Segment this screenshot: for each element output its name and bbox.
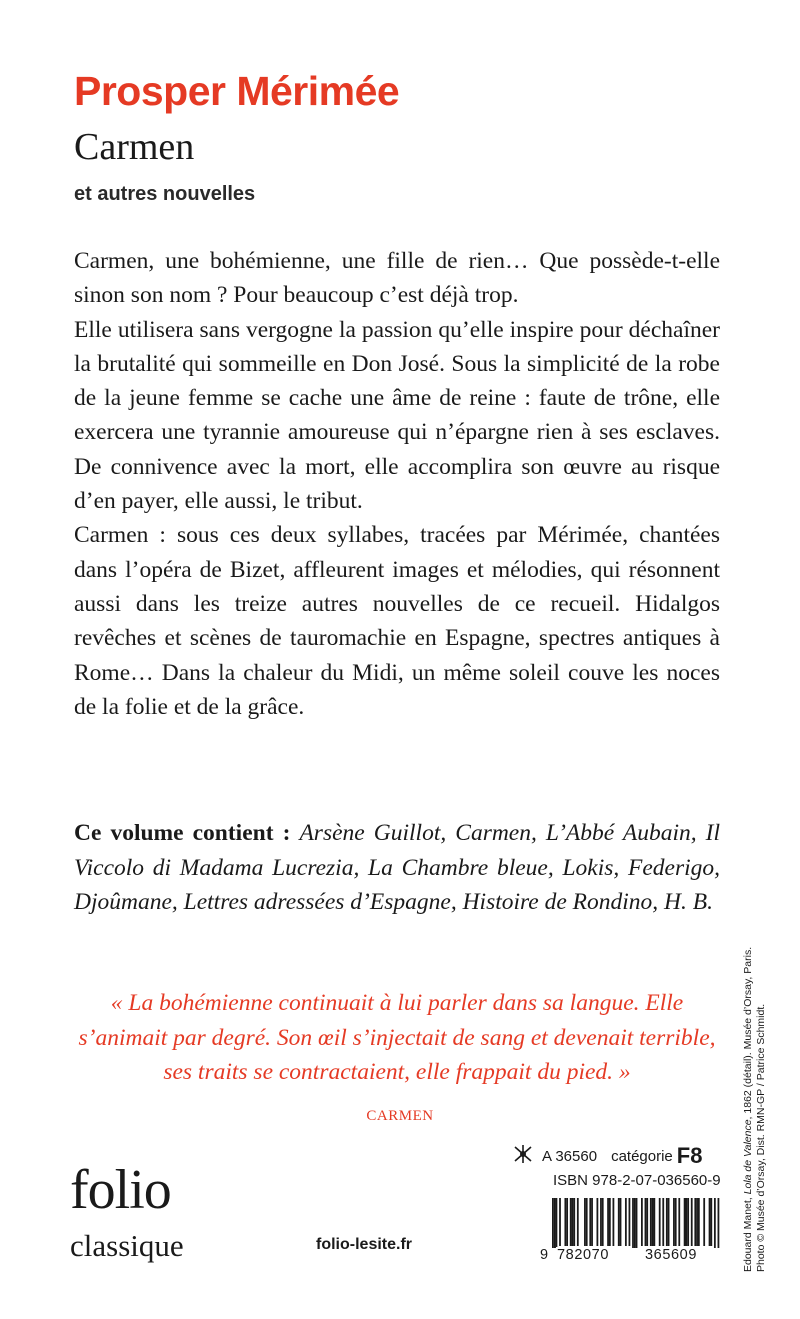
author-name: Prosper Mérimée bbox=[74, 68, 400, 114]
barcode-bar bbox=[646, 1198, 648, 1246]
barcode-bar bbox=[600, 1198, 602, 1246]
book-title: Carmen bbox=[74, 126, 195, 168]
barcode-bar bbox=[709, 1198, 711, 1246]
barcode-bar bbox=[668, 1198, 670, 1246]
book-subtitle: et autres nouvelles bbox=[74, 183, 256, 205]
quote-text: « La bohémienne continuait à lui parler dans sa langue. Elle s’animait par degré. Son œil s’injectait de sang et devenait terrible, ses traits se contractaient, elle frappait du pied. » bbox=[78, 990, 716, 1085]
barcode-bar bbox=[573, 1198, 575, 1246]
barcode-bar bbox=[698, 1198, 700, 1246]
barcode-bar bbox=[556, 1198, 558, 1248]
contents-label: Ce volume contient : bbox=[74, 820, 291, 846]
barcode-bar bbox=[586, 1198, 588, 1246]
barcode-bar bbox=[694, 1198, 696, 1246]
isbn: ISBN 978-2-07-036560-9 bbox=[553, 1172, 721, 1189]
barcode-bar bbox=[675, 1198, 677, 1246]
barcode-bar bbox=[710, 1198, 712, 1246]
barcode-bar bbox=[577, 1198, 579, 1246]
barcode-bar bbox=[653, 1198, 655, 1246]
barcode-bar bbox=[625, 1198, 627, 1246]
barcode-bar bbox=[629, 1198, 631, 1246]
barcode-bar bbox=[570, 1198, 572, 1246]
barcode-bar bbox=[673, 1198, 675, 1246]
folio-star-logo-icon bbox=[512, 1143, 534, 1170]
barcode-bar bbox=[632, 1198, 634, 1248]
barcode-bar bbox=[634, 1198, 636, 1248]
barcode-bar bbox=[686, 1198, 688, 1246]
category-label: catégorie bbox=[611, 1147, 673, 1165]
barcode-bar bbox=[703, 1198, 705, 1246]
barcode-bar bbox=[691, 1198, 693, 1246]
barcode-bar bbox=[687, 1198, 689, 1246]
barcode-bar bbox=[645, 1198, 647, 1246]
barcode-bar bbox=[607, 1198, 609, 1246]
website-link[interactable]: folio-lesite.fr bbox=[316, 1236, 413, 1253]
barcode bbox=[538, 1198, 722, 1276]
barcode-bar bbox=[652, 1198, 654, 1246]
barcode-bar bbox=[620, 1198, 622, 1246]
barcode-digit-group: 782070 bbox=[557, 1247, 609, 1263]
barcode-bar bbox=[678, 1198, 680, 1246]
barcode-digit-prefix: 9 bbox=[540, 1247, 549, 1263]
photo-credit bbox=[742, 947, 768, 1272]
barcode-bar bbox=[559, 1198, 561, 1246]
barcode-bar bbox=[613, 1198, 615, 1246]
barcode-bar bbox=[718, 1198, 720, 1248]
barcode-bar bbox=[591, 1198, 593, 1246]
blurb-paragraph: Elle utilisera sans vergogne la passion qu’elle inspire pour déchaîner la brutalité qui sommeille en Don José. Sous la simplicité de la robe de la jeune femme se cache une âme de reine : faute de trône, elle exercera une tyrannie amoureuse qui n’épargne rien à ses esclaves. De connivence avec la mort, elle accomplira son œuvre au risque d’en payer, elle aussi, le tribut. bbox=[74, 316, 720, 515]
catalogue-reference: A 36560 bbox=[542, 1147, 598, 1165]
credit-line: Edouard Manet, Lola de Valence, 1862 (détail). Musée d’Orsay, Paris. bbox=[742, 946, 754, 1272]
barcode-bar bbox=[641, 1198, 643, 1246]
barcode-bars bbox=[538, 1198, 722, 1248]
barcode-bar bbox=[597, 1198, 599, 1246]
barcode-bar bbox=[584, 1198, 586, 1246]
barcode-bar bbox=[684, 1198, 686, 1246]
blurb bbox=[74, 244, 720, 724]
barcode-bar bbox=[666, 1198, 668, 1246]
barcode-bar bbox=[589, 1198, 591, 1246]
quote-source: CARMEN bbox=[366, 1108, 434, 1124]
brand-logo: folio bbox=[70, 1159, 171, 1221]
contents-works: Arsène Guillot, Carmen, L’Abbé Aubain, Il Viccolo di Madama Lucrezia, La Chambre bleue, Lokis, Federigo, Djoûmane, Lettres adressées d’Espagne, Histoire de Rondino, H. B. bbox=[74, 820, 720, 915]
barcode-digit-group: 365609 bbox=[645, 1247, 697, 1263]
barcode-bar bbox=[609, 1198, 611, 1246]
barcode-bar bbox=[554, 1198, 556, 1248]
barcode-bar bbox=[618, 1198, 620, 1246]
catalogue-row bbox=[512, 1143, 702, 1169]
category-code: F8 bbox=[676, 1143, 703, 1168]
barcode-bar bbox=[659, 1198, 661, 1246]
barcode-bar bbox=[602, 1198, 604, 1246]
barcode-bar bbox=[572, 1198, 574, 1246]
blurb-paragraph: Carmen : sous ces deux syllabes, tracées par Mérimée, chantées dans l’opéra de Bizet, affleurent images et mélodies, qui résonnent aussi dans les treize autres nouvelles de ce recueil. Hidalgos revêches et scènes de tauromachie en Espagne, spectres antiques à Rome… Dans la chaleur du Midi, un même soleil couve les noces de la folie et de la grâce. bbox=[74, 522, 720, 720]
collection-name: classique bbox=[70, 1228, 184, 1263]
barcode-bar bbox=[662, 1198, 664, 1246]
barcode-bar bbox=[696, 1198, 698, 1246]
blurb-paragraph: Carmen, une bohémienne, une fille de rien… Que possède-t-elle sinon son nom ? Pour beaucoup c’est déjà trop. bbox=[74, 248, 720, 309]
barcode-bar bbox=[564, 1198, 566, 1246]
barcode-bar bbox=[552, 1198, 554, 1248]
barcode-bar bbox=[636, 1198, 638, 1248]
barcode-bar bbox=[650, 1198, 652, 1246]
barcode-bar bbox=[566, 1198, 568, 1246]
barcode-bar bbox=[714, 1198, 716, 1248]
contents-list bbox=[74, 816, 720, 920]
credit-line: Photo © Musée d’Orsay, Dist. RMN-GP / Patrice Schmidt. bbox=[755, 1003, 767, 1272]
